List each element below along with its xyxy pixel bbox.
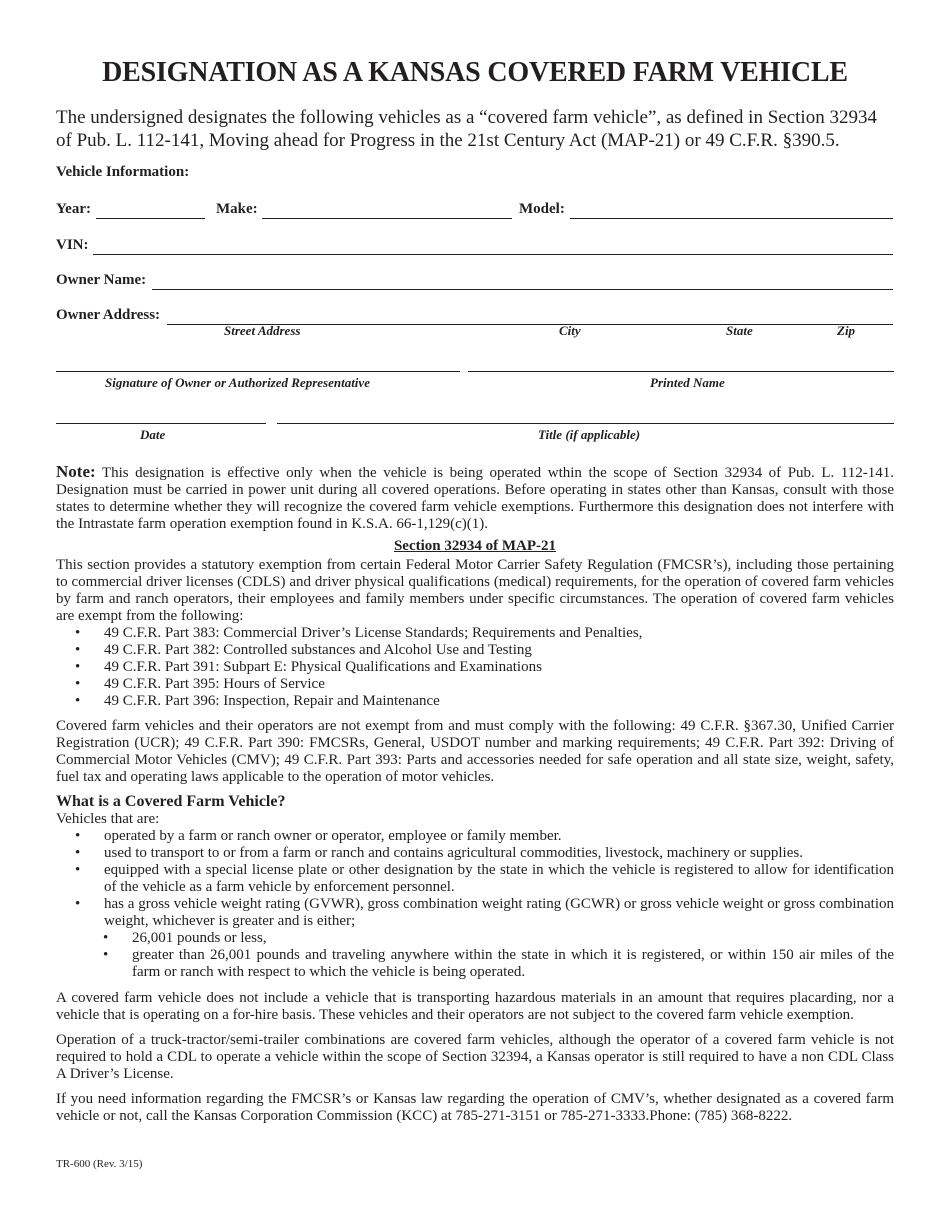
- list-item: • 49 C.F.R. Part 382: Controlled substances and Alcohol Use and Testing: [75, 642, 532, 658]
- section-paragraph: This section provides a statutory exemption from certain Federal Motor Carrier Safety Regulation (FMCSR’s), including those pertaining to commercial driver licenses (CDLS) and driver physical qualifications (medical) requirements, for the operation of covered farm vehicles by farm and ranch operators, their employees and family members under specific circumstances. The operation of covered farm vehicles are exempt from the following:: [56, 557, 894, 624]
- state-sublabel: State: [726, 323, 753, 338]
- vin-row: [56, 237, 894, 259]
- owner-name-row: [56, 272, 894, 294]
- year-field[interactable]: [96, 218, 205, 219]
- model-field[interactable]: [570, 218, 893, 219]
- list-item: • equipped with a special license plate or other designation by the state in which the vehicle is registered to allow for identification of the vehicle as a farm vehicle by enforcement personnel.: [75, 862, 894, 895]
- list-item: • 49 C.F.R. Part 396: Inspection, Repair and Maintenance: [75, 693, 440, 709]
- make-label: Make:: [216, 201, 258, 217]
- list-item: • 49 C.F.R. Part 391: Subpart E: Physical Qualifications and Examinations: [75, 659, 542, 675]
- exemption-list: [56, 625, 894, 710]
- city-sublabel: City: [559, 323, 581, 338]
- vehicle-row: [56, 201, 894, 223]
- date-label: Date: [140, 427, 166, 442]
- cfv-lead: Vehicles that are:: [56, 811, 160, 827]
- date-field[interactable]: [56, 423, 266, 424]
- note-paragraph: [56, 463, 894, 533]
- cfv-heading: What is a Covered Farm Vehicle?: [56, 793, 286, 810]
- list-item: • 26,001 pounds or less,: [103, 930, 267, 946]
- model-label: Model:: [519, 201, 565, 217]
- list-item: • operated by a farm or ranch owner or operator, employee or family member.: [75, 828, 562, 844]
- owner-address-label: Owner Address:: [56, 307, 161, 323]
- cdl-paragraph: Operation of a truck-tractor/semi-trailer combinations are covered farm vehicles, although the operator of a covered farm vehicle is not required to hold a CDL to operate a vehicle within the scope of Section 32394, a Kansas operator is still required to have a non CDL Class A Driver’s License.: [56, 1032, 894, 1082]
- title-field[interactable]: [277, 423, 894, 424]
- list-item: • 49 C.F.R. Part 383: Commercial Driver’s License Standards; Requirements and Penalties,: [75, 625, 643, 641]
- note-label: Note:: [56, 462, 96, 481]
- hazmat-paragraph: A covered farm vehicle does not include a vehicle that is transporting hazardous materials in an amount that requires placarding, nor a vehicle that is operating on a for-hire basis. These vehicles and their operators are not subject to the covered farm vehicle exemption.: [56, 990, 894, 1023]
- vin-field[interactable]: [93, 254, 893, 255]
- intro-paragraph: The undersigned designates the following vehicles as a “covered farm vehicle”, as defined in Section 32934 of Pub. L. 112-141, Moving ahead for Progress in the 21st Century Act (MAP-21) or 49 C.F.R. §390.5.: [56, 107, 877, 151]
- note-text: This designation is effective only when the vehicle is being operated wthin the scope of Section 32934 of Pub. L. 112-141. Designation must be carried in power unit during all covered operations. Before operating in states other than Kansas, consult with those states to determine whether they will recognize the covered farm vehicle exemptions. Furthermore this designation does not interfere with the Intrastate farm operation exemption found in K.S.A. 66-1,129(c)(1).: [56, 465, 894, 532]
- printed-name-label: Printed Name: [650, 375, 725, 390]
- vehicle-info-label: Vehicle Information:: [56, 164, 190, 180]
- weight-sublist: [104, 930, 894, 981]
- owner-address-row: [56, 307, 894, 329]
- cfv-list: [56, 828, 894, 981]
- list-item: • has a gross vehicle weight rating (GVWR), gross combination weight rating (GCWR) or gross vehicle weight or gross combination weight, whichever is greater and is either; • 26,001 pounds or less, • greater than 26,001 pounds and traveling anywhere within the state in which it is registered, or within 150 air miles of the farm or ranch with respect to which the vehicle is being operated.: [56, 896, 894, 981]
- make-field[interactable]: [262, 218, 512, 219]
- signature-label: Signature of Owner or Authorized Representative: [105, 375, 370, 390]
- street-address-sublabel: Street Address: [224, 323, 301, 338]
- list-item: • used to transport to or from a farm or ranch and contains agricultural commodities, livestock, machinery or supplies.: [75, 845, 803, 861]
- vin-label: VIN:: [56, 237, 89, 253]
- owner-name-field[interactable]: [152, 289, 893, 290]
- printed-name-field[interactable]: [468, 371, 894, 372]
- year-label: Year:: [56, 201, 91, 217]
- section-title: Section 32934 of MAP-21: [393, 538, 557, 554]
- page-title: DESIGNATION AS A KANSAS COVERED FARM VEHICLE: [102, 57, 848, 88]
- signature-field[interactable]: [56, 371, 460, 372]
- title-label: Title (if applicable): [538, 427, 641, 442]
- list-item: • 49 C.F.R. Part 395: Hours of Service: [75, 676, 325, 692]
- contact-paragraph: If you need information regarding the FMCSR’s or Kansas law regarding the operation of CMV’s, whether designated as a covered farm vehicle or not, call the Kansas Corporation Commission (KCC) at 785-271-3151 or 785-271-3333.Phone: (785) 368-8222.: [56, 1091, 894, 1124]
- not-exempt-paragraph: Covered farm vehicles and their operators are not exempt from and must comply with the following: 49 C.F.R. §367.30, Unified Carrier Registration (UCR); 49 C.F.R. Part 390: FMCSRs, General, USDOT number and marking requirements; 49 C.F.R. Part 392: Driving of Commercial Motor Vehicles (CMV); 49 C.F.R. Part 393: Parts and accessories needed for safe operation and all state size, weight, safety, fuel tax and operating laws applicable to the operation of motor vehicles.: [56, 718, 894, 785]
- owner-name-label: Owner Name:: [56, 272, 147, 288]
- form-id: TR-600 (Rev. 3/15): [56, 1158, 143, 1170]
- list-item: • greater than 26,001 pounds and traveling anywhere within the state in which it is registered, or within 150 air miles of the farm or ranch with respect to which the vehicle is being operated.: [103, 947, 894, 980]
- zip-sublabel: Zip: [837, 323, 856, 338]
